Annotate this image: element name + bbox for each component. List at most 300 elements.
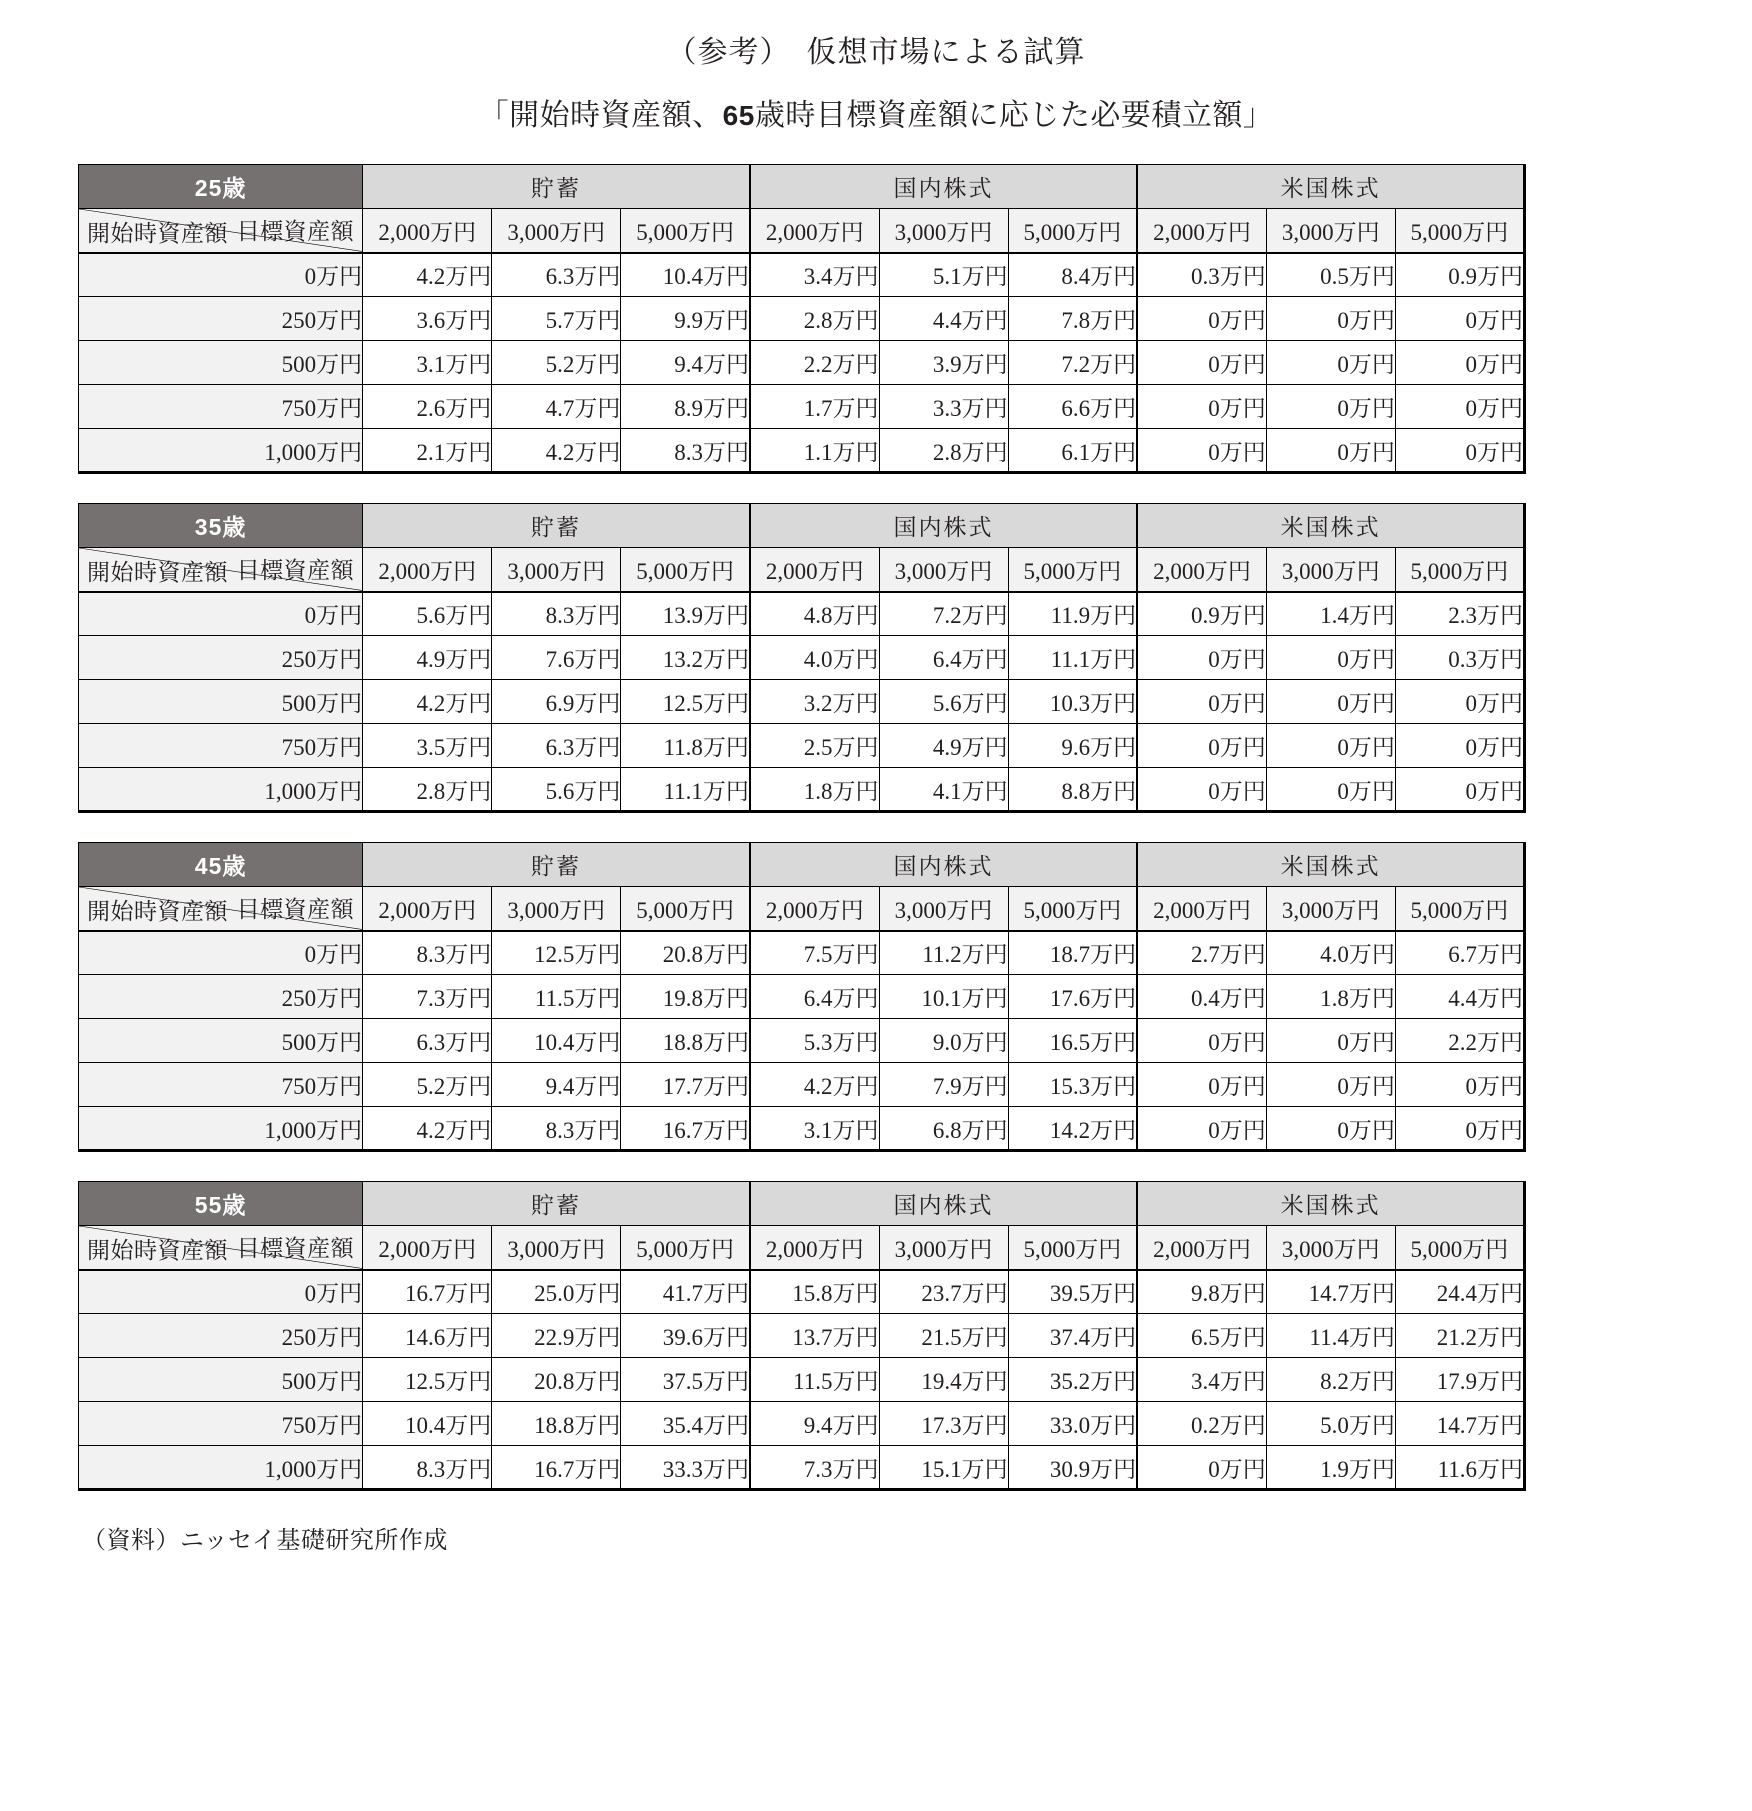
target-amount-header: 2,000万円 [750, 1226, 879, 1270]
group-header-国内株式: 国内株式 [750, 504, 1137, 548]
data-cell: 6.8万円 [879, 1107, 1008, 1151]
row-header-cell: 250万円 [79, 975, 363, 1019]
data-cell: 8.3万円 [492, 592, 621, 636]
data-cell: 10.4万円 [492, 1019, 621, 1063]
row-header-cell: 750万円 [79, 385, 363, 429]
corner-diagonal-cell [79, 1226, 363, 1270]
data-cell: 0万円 [1137, 385, 1266, 429]
data-cell: 7.6万円 [492, 636, 621, 680]
data-cell: 14.7万円 [1266, 1270, 1395, 1314]
group-header-row [79, 165, 1525, 209]
target-amount-header: 3,000万円 [879, 887, 1008, 931]
data-cell: 9.4万円 [621, 341, 750, 385]
data-cell: 8.3万円 [363, 1446, 492, 1490]
data-cell: 39.6万円 [621, 1314, 750, 1358]
table-row [79, 724, 1525, 768]
column-axis-label: 目標資産額 [236, 219, 355, 244]
target-amount-header: 2,000万円 [363, 887, 492, 931]
target-amount-header: 5,000万円 [1395, 209, 1524, 253]
data-cell: 0万円 [1266, 1019, 1395, 1063]
corner-diagonal-cell [79, 548, 363, 592]
data-cell: 15.1万円 [879, 1446, 1008, 1490]
page-title-pre: 「開始時資産額、 [478, 99, 723, 132]
age-header-cell: 25歳 [79, 165, 363, 209]
data-cell: 0万円 [1266, 429, 1395, 473]
data-cell: 14.2万円 [1008, 1107, 1137, 1151]
row-header-cell: 500万円 [79, 341, 363, 385]
age-table-55歳 [78, 1181, 1526, 1491]
data-cell: 5.0万円 [1266, 1402, 1395, 1446]
data-cell: 37.5万円 [621, 1358, 750, 1402]
data-cell: 3.6万円 [363, 297, 492, 341]
target-amount-header: 3,000万円 [492, 548, 621, 592]
data-cell: 0.9万円 [1137, 592, 1266, 636]
data-cell: 11.5万円 [750, 1358, 879, 1402]
data-cell: 5.2万円 [492, 341, 621, 385]
table-row [79, 680, 1525, 724]
row-axis-label: 開始時資産額 [87, 559, 228, 585]
data-cell: 2.8万円 [879, 429, 1008, 473]
row-header-cell: 0万円 [79, 931, 363, 975]
data-cell: 0万円 [1266, 297, 1395, 341]
data-cell: 4.2万円 [363, 1107, 492, 1151]
row-header-cell: 1,000万円 [79, 429, 363, 473]
column-axis-label: 目標資産額 [236, 1236, 355, 1261]
target-amount-header: 5,000万円 [1008, 548, 1137, 592]
data-cell: 12.5万円 [363, 1358, 492, 1402]
data-cell: 11.5万円 [492, 975, 621, 1019]
row-axis-label: 開始時資産額 [87, 1237, 228, 1263]
group-header-米国株式: 米国株式 [1137, 1182, 1524, 1226]
data-cell: 4.1万円 [879, 768, 1008, 812]
data-cell: 0万円 [1137, 341, 1266, 385]
page-subtitle: （参考） 仮想市場による試算 [666, 36, 1086, 69]
target-amount-header: 3,000万円 [1266, 209, 1395, 253]
data-cell: 4.2万円 [363, 680, 492, 724]
group-header-国内株式: 国内株式 [750, 165, 1137, 209]
target-amount-header: 2,000万円 [1137, 209, 1266, 253]
target-amount-header: 2,000万円 [750, 209, 879, 253]
target-amount-header: 5,000万円 [1395, 548, 1524, 592]
table-row [79, 931, 1525, 975]
data-cell: 0万円 [1266, 1107, 1395, 1151]
data-cell: 1.1万円 [750, 429, 879, 473]
data-cell: 0.3万円 [1137, 253, 1266, 297]
target-amount-header: 5,000万円 [1008, 209, 1137, 253]
data-cell: 13.2万円 [621, 636, 750, 680]
data-cell: 12.5万円 [492, 931, 621, 975]
data-cell: 0万円 [1266, 636, 1395, 680]
data-cell: 1.4万円 [1266, 592, 1395, 636]
data-cell: 14.6万円 [363, 1314, 492, 1358]
data-cell: 1.9万円 [1266, 1446, 1395, 1490]
data-cell: 6.6万円 [1008, 385, 1137, 429]
data-cell: 0万円 [1266, 341, 1395, 385]
data-cell: 11.1万円 [1008, 636, 1137, 680]
table-row [79, 768, 1525, 812]
data-cell: 12.5万円 [621, 680, 750, 724]
age-header-cell: 35歳 [79, 504, 363, 548]
data-cell: 11.6万円 [1395, 1446, 1524, 1490]
target-amount-header: 5,000万円 [621, 887, 750, 931]
target-amount-header: 2,000万円 [1137, 887, 1266, 931]
row-header-cell: 0万円 [79, 592, 363, 636]
data-cell: 2.7万円 [1137, 931, 1266, 975]
data-cell: 1.8万円 [1266, 975, 1395, 1019]
data-cell: 3.1万円 [750, 1107, 879, 1151]
target-header-row [79, 548, 1525, 592]
data-cell: 13.9万円 [621, 592, 750, 636]
table-row [79, 1270, 1525, 1314]
data-cell: 24.4万円 [1395, 1270, 1524, 1314]
row-header-cell: 250万円 [79, 297, 363, 341]
target-amount-header: 3,000万円 [879, 548, 1008, 592]
data-cell: 2.1万円 [363, 429, 492, 473]
data-cell: 9.9万円 [621, 297, 750, 341]
page-title [0, 93, 1752, 138]
data-cell: 3.5万円 [363, 724, 492, 768]
data-cell: 0万円 [1395, 297, 1524, 341]
data-cell: 4.2万円 [492, 429, 621, 473]
data-cell: 11.8万円 [621, 724, 750, 768]
data-cell: 4.9万円 [363, 636, 492, 680]
data-cell: 2.3万円 [1395, 592, 1524, 636]
table-row [79, 341, 1525, 385]
data-cell: 39.5万円 [1008, 1270, 1137, 1314]
data-cell: 0万円 [1137, 680, 1266, 724]
row-header-cell: 250万円 [79, 1314, 363, 1358]
data-cell: 33.0万円 [1008, 1402, 1137, 1446]
target-amount-header: 3,000万円 [492, 209, 621, 253]
group-header-米国株式: 米国株式 [1137, 165, 1524, 209]
data-cell: 20.8万円 [492, 1358, 621, 1402]
data-cell: 3.4万円 [750, 253, 879, 297]
table-row [79, 1358, 1525, 1402]
group-header-国内株式: 国内株式 [750, 1182, 1137, 1226]
target-amount-header: 5,000万円 [621, 209, 750, 253]
row-header-cell: 500万円 [79, 1019, 363, 1063]
target-amount-header: 2,000万円 [1137, 1226, 1266, 1270]
table-row [79, 975, 1525, 1019]
data-cell: 18.8万円 [492, 1402, 621, 1446]
row-header-cell: 1,000万円 [79, 1446, 363, 1490]
data-cell: 0.9万円 [1395, 253, 1524, 297]
data-cell: 11.4万円 [1266, 1314, 1395, 1358]
row-header-cell: 1,000万円 [79, 1107, 363, 1151]
data-cell: 23.7万円 [879, 1270, 1008, 1314]
data-cell: 6.1万円 [1008, 429, 1137, 473]
group-header-国内株式: 国内株式 [750, 843, 1137, 887]
data-cell: 4.2万円 [750, 1063, 879, 1107]
row-header-cell: 750万円 [79, 724, 363, 768]
target-amount-header: 3,000万円 [879, 209, 1008, 253]
data-cell: 9.4万円 [750, 1402, 879, 1446]
data-cell: 5.7万円 [492, 297, 621, 341]
data-cell: 17.3万円 [879, 1402, 1008, 1446]
data-cell: 0万円 [1266, 385, 1395, 429]
data-cell: 0万円 [1395, 768, 1524, 812]
target-amount-header: 3,000万円 [879, 1226, 1008, 1270]
age-header-cell: 55歳 [79, 1182, 363, 1226]
data-cell: 0万円 [1266, 680, 1395, 724]
data-cell: 0万円 [1137, 768, 1266, 812]
data-cell: 17.6万円 [1008, 975, 1137, 1019]
data-cell: 9.8万円 [1137, 1270, 1266, 1314]
age-table-45歳 [78, 842, 1526, 1152]
data-cell: 9.0万円 [879, 1019, 1008, 1063]
data-cell: 4.0万円 [750, 636, 879, 680]
data-cell: 0.2万円 [1137, 1402, 1266, 1446]
data-cell: 7.2万円 [1008, 341, 1137, 385]
data-cell: 8.3万円 [492, 1107, 621, 1151]
data-cell: 5.6万円 [492, 768, 621, 812]
data-cell: 11.2万円 [879, 931, 1008, 975]
data-cell: 7.8万円 [1008, 297, 1137, 341]
table-row [79, 1019, 1525, 1063]
data-cell: 6.9万円 [492, 680, 621, 724]
data-cell: 15.3万円 [1008, 1063, 1137, 1107]
table-row [79, 592, 1525, 636]
data-cell: 2.6万円 [363, 385, 492, 429]
data-cell: 4.8万円 [750, 592, 879, 636]
data-cell: 6.4万円 [750, 975, 879, 1019]
column-axis-label: 目標資産額 [236, 558, 355, 583]
row-header-cell: 250万円 [79, 636, 363, 680]
row-header-cell: 750万円 [79, 1063, 363, 1107]
row-header-cell: 500万円 [79, 680, 363, 724]
data-cell: 8.3万円 [363, 931, 492, 975]
data-cell: 41.7万円 [621, 1270, 750, 1314]
data-cell: 16.7万円 [492, 1446, 621, 1490]
table-row [79, 636, 1525, 680]
data-cell: 17.9万円 [1395, 1358, 1524, 1402]
data-cell: 4.2万円 [363, 253, 492, 297]
data-cell: 6.3万円 [492, 724, 621, 768]
data-cell: 0.5万円 [1266, 253, 1395, 297]
data-cell: 0万円 [1137, 1019, 1266, 1063]
data-cell: 25.0万円 [492, 1270, 621, 1314]
data-cell: 9.6万円 [1008, 724, 1137, 768]
row-header-cell: 500万円 [79, 1358, 363, 1402]
target-amount-header: 2,000万円 [363, 548, 492, 592]
table-row [79, 1314, 1525, 1358]
data-cell: 5.3万円 [750, 1019, 879, 1063]
data-cell: 21.2万円 [1395, 1314, 1524, 1358]
target-amount-header: 3,000万円 [1266, 548, 1395, 592]
data-cell: 6.3万円 [492, 253, 621, 297]
target-amount-header: 5,000万円 [1395, 887, 1524, 931]
page-title-age-number: 65 [722, 100, 755, 131]
data-cell: 0万円 [1266, 724, 1395, 768]
data-cell: 7.2万円 [879, 592, 1008, 636]
group-header-米国株式: 米国株式 [1137, 843, 1524, 887]
data-cell: 0万円 [1137, 1446, 1266, 1490]
target-amount-header: 2,000万円 [750, 887, 879, 931]
table-row [79, 1063, 1525, 1107]
data-cell: 0万円 [1395, 385, 1524, 429]
row-axis-label: 開始時資産額 [87, 898, 228, 924]
source-note: （資料）ニッセイ基礎研究所作成 [82, 1528, 448, 1554]
data-cell: 17.7万円 [621, 1063, 750, 1107]
data-cell: 0.4万円 [1137, 975, 1266, 1019]
table-row [79, 253, 1525, 297]
target-amount-header: 5,000万円 [1395, 1226, 1524, 1270]
data-cell: 0万円 [1395, 724, 1524, 768]
group-header-米国株式: 米国株式 [1137, 504, 1524, 548]
data-cell: 20.8万円 [621, 931, 750, 975]
data-cell: 2.2万円 [1395, 1019, 1524, 1063]
data-cell: 7.3万円 [363, 975, 492, 1019]
column-axis-label: 目標資産額 [236, 897, 355, 922]
data-cell: 0万円 [1137, 429, 1266, 473]
data-cell: 0.3万円 [1395, 636, 1524, 680]
group-header-row [79, 1182, 1525, 1226]
corner-diagonal-cell [79, 887, 363, 931]
data-cell: 8.4万円 [1008, 253, 1137, 297]
data-cell: 3.1万円 [363, 341, 492, 385]
page-title-post: 歳時目標資産額に応じた必要積立額」 [754, 99, 1274, 132]
target-amount-header: 2,000万円 [750, 548, 879, 592]
data-cell: 19.4万円 [879, 1358, 1008, 1402]
data-cell: 16.7万円 [621, 1107, 750, 1151]
data-cell: 0万円 [1266, 1063, 1395, 1107]
data-cell: 0万円 [1395, 1107, 1524, 1151]
data-cell: 8.9万円 [621, 385, 750, 429]
data-cell: 22.9万円 [492, 1314, 621, 1358]
data-cell: 16.7万円 [363, 1270, 492, 1314]
data-cell: 0万円 [1395, 1063, 1524, 1107]
data-cell: 7.3万円 [750, 1446, 879, 1490]
data-cell: 13.7万円 [750, 1314, 879, 1358]
age-header-cell: 45歳 [79, 843, 363, 887]
data-cell: 10.3万円 [1008, 680, 1137, 724]
data-cell: 37.4万円 [1008, 1314, 1137, 1358]
data-cell: 10.4万円 [363, 1402, 492, 1446]
data-cell: 5.1万円 [879, 253, 1008, 297]
group-header-貯蓄: 貯蓄 [363, 504, 750, 548]
data-cell: 2.8万円 [363, 768, 492, 812]
data-cell: 8.8万円 [1008, 768, 1137, 812]
age-table-35歳 [78, 503, 1526, 813]
data-cell: 0万円 [1395, 341, 1524, 385]
data-cell: 2.5万円 [750, 724, 879, 768]
data-cell: 18.8万円 [621, 1019, 750, 1063]
data-cell: 15.8万円 [750, 1270, 879, 1314]
target-amount-header: 3,000万円 [492, 1226, 621, 1270]
target-amount-header: 5,000万円 [1008, 887, 1137, 931]
target-amount-header: 2,000万円 [363, 209, 492, 253]
data-cell: 21.5万円 [879, 1314, 1008, 1358]
data-cell: 35.2万円 [1008, 1358, 1137, 1402]
data-cell: 0万円 [1395, 429, 1524, 473]
age-table-25歳 [78, 164, 1526, 474]
data-cell: 2.2万円 [750, 341, 879, 385]
data-cell: 8.2万円 [1266, 1358, 1395, 1402]
data-cell: 3.9万円 [879, 341, 1008, 385]
target-header-row [79, 887, 1525, 931]
table-row [79, 385, 1525, 429]
data-cell: 3.2万円 [750, 680, 879, 724]
group-header-row [79, 504, 1525, 548]
data-cell: 6.5万円 [1137, 1314, 1266, 1358]
target-amount-header: 3,000万円 [1266, 887, 1395, 931]
data-cell: 9.4万円 [492, 1063, 621, 1107]
data-cell: 1.8万円 [750, 768, 879, 812]
data-cell: 35.4万円 [621, 1402, 750, 1446]
table-row [79, 429, 1525, 473]
data-cell: 8.3万円 [621, 429, 750, 473]
data-cell: 30.9万円 [1008, 1446, 1137, 1490]
data-cell: 4.7万円 [492, 385, 621, 429]
target-amount-header: 5,000万円 [621, 1226, 750, 1270]
data-cell: 18.7万円 [1008, 931, 1137, 975]
tables-container [0, 164, 1752, 1491]
target-amount-header: 2,000万円 [1137, 548, 1266, 592]
target-header-row [79, 209, 1525, 253]
data-cell: 0万円 [1137, 1107, 1266, 1151]
row-header-cell: 0万円 [79, 1270, 363, 1314]
table-row [79, 297, 1525, 341]
data-cell: 0万円 [1395, 680, 1524, 724]
data-cell: 4.9万円 [879, 724, 1008, 768]
target-amount-header: 5,000万円 [1008, 1226, 1137, 1270]
data-cell: 7.9万円 [879, 1063, 1008, 1107]
group-header-row [79, 843, 1525, 887]
data-cell: 3.3万円 [879, 385, 1008, 429]
corner-diagonal-cell [79, 209, 363, 253]
target-amount-header: 2,000万円 [363, 1226, 492, 1270]
data-cell: 11.1万円 [621, 768, 750, 812]
row-axis-label: 開始時資産額 [87, 220, 228, 246]
data-cell: 6.3万円 [363, 1019, 492, 1063]
table-row [79, 1107, 1525, 1151]
data-cell: 19.8万円 [621, 975, 750, 1019]
data-cell: 0万円 [1137, 297, 1266, 341]
data-cell: 5.2万円 [363, 1063, 492, 1107]
row-header-cell: 750万円 [79, 1402, 363, 1446]
row-header-cell: 0万円 [79, 253, 363, 297]
target-amount-header: 5,000万円 [621, 548, 750, 592]
data-cell: 10.4万円 [621, 253, 750, 297]
data-cell: 0万円 [1137, 636, 1266, 680]
data-cell: 5.6万円 [363, 592, 492, 636]
data-cell: 4.4万円 [879, 297, 1008, 341]
group-header-貯蓄: 貯蓄 [363, 1182, 750, 1226]
data-cell: 4.4万円 [1395, 975, 1524, 1019]
data-cell: 5.6万円 [879, 680, 1008, 724]
data-cell: 0万円 [1137, 724, 1266, 768]
data-cell: 10.1万円 [879, 975, 1008, 1019]
target-amount-header: 3,000万円 [492, 887, 621, 931]
row-header-cell: 1,000万円 [79, 768, 363, 812]
title-block [0, 0, 1752, 138]
data-cell: 2.8万円 [750, 297, 879, 341]
data-cell: 7.5万円 [750, 931, 879, 975]
group-header-貯蓄: 貯蓄 [363, 165, 750, 209]
data-cell: 4.0万円 [1266, 931, 1395, 975]
table-row [79, 1402, 1525, 1446]
target-amount-header: 3,000万円 [1266, 1226, 1395, 1270]
data-cell: 14.7万円 [1395, 1402, 1524, 1446]
data-cell: 16.5万円 [1008, 1019, 1137, 1063]
data-cell: 0万円 [1266, 768, 1395, 812]
data-cell: 6.7万円 [1395, 931, 1524, 975]
data-cell: 33.3万円 [621, 1446, 750, 1490]
data-cell: 0万円 [1137, 1063, 1266, 1107]
data-cell: 3.4万円 [1137, 1358, 1266, 1402]
target-header-row [79, 1226, 1525, 1270]
table-row [79, 1446, 1525, 1490]
